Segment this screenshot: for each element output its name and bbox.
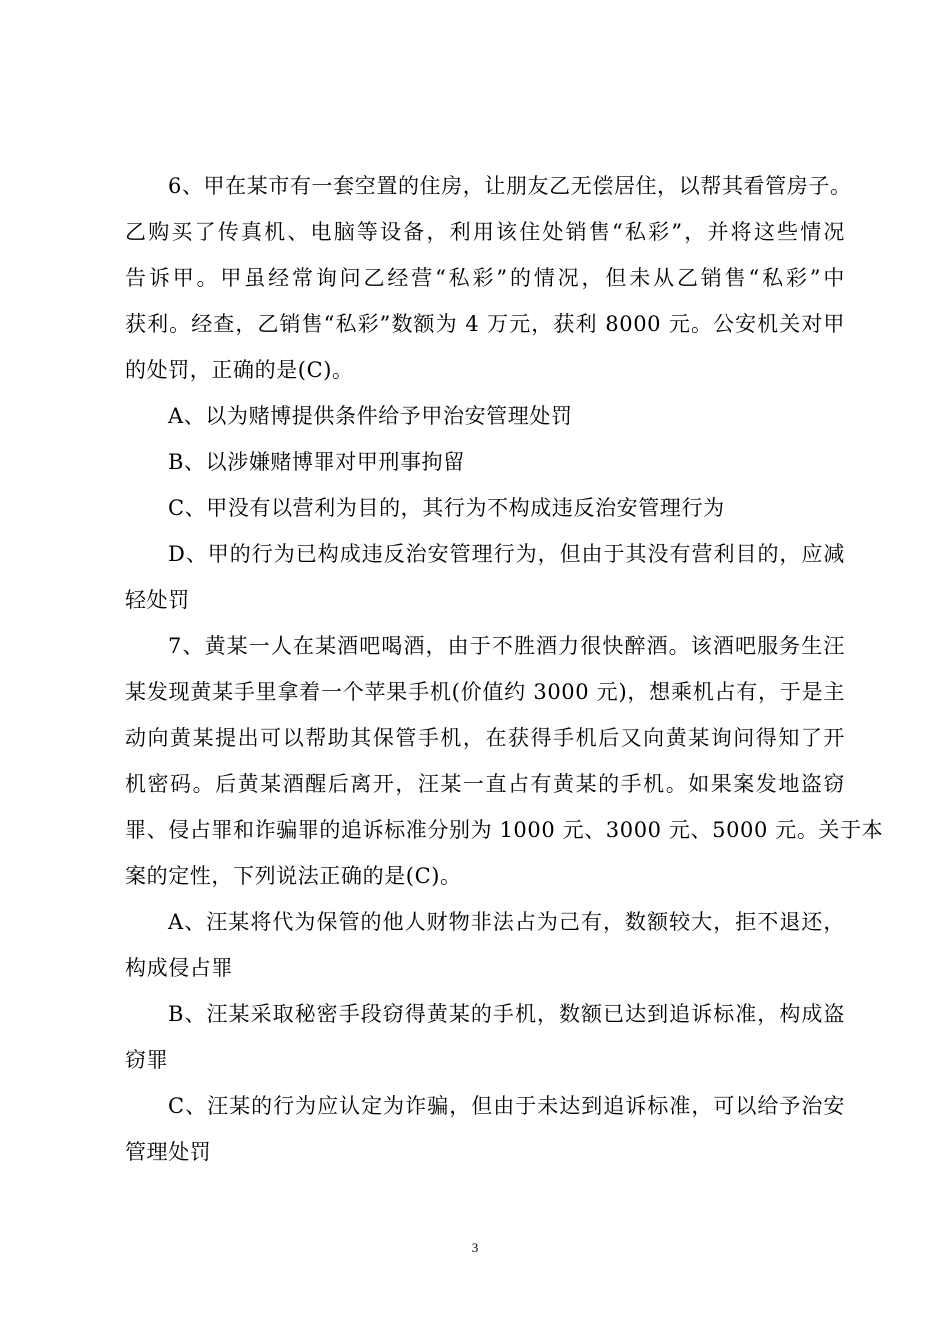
question-7-stem-line-6: 案的定性，下列说法正确的是(C)。: [125, 864, 462, 888]
question-6-option-b: B、以涉嫌赌博罪对甲刑事拘留: [168, 450, 465, 474]
question-7-option-c-line-1: C、汪某的行为应认定为诈骗，但由于未达到追诉标准，可以给予治安: [168, 1094, 845, 1118]
question-7-option-c-line-2: 管理处罚: [125, 1140, 212, 1164]
question-7-option-b-line-2: 窃罪: [125, 1048, 169, 1072]
question-6-option-c: C、甲没有以营利为目的，其行为不构成违反治安管理行为: [168, 496, 725, 520]
question-6-stem-line-2: 乙购买了传真机、电脑等设备，利用该住处销售“私彩”，并将这些情况: [125, 220, 845, 244]
question-6-stem-line-1: 6、甲在某市有一套空置的住房，让朋友乙无偿居住，以帮其看管房子。: [168, 174, 852, 198]
question-7-stem-line-2: 某发现黄某手里拿着一个苹果手机(价值约 3000 元)，想乘机占有，于是主: [125, 680, 845, 704]
question-6-stem-line-3: 告诉甲。甲虽经常询问乙经营“私彩”的情况，但未从乙销售“私彩”中: [125, 266, 845, 290]
question-6-option-a: A、以为赌博提供条件给予甲治安管理处罚: [168, 404, 573, 428]
question-6-stem-line-5: 的处罚，正确的是(C)。: [125, 358, 354, 382]
question-6-stem-line-4: 获利。经查，乙销售“私彩”数额为 4 万元，获利 8000 元。公安机关对甲: [125, 312, 845, 336]
page-number: 3: [471, 1240, 479, 1255]
question-7-option-a-line-1: A、汪某将代为保管的他人财物非法占为己有，数额较大，拒不退还，: [168, 910, 845, 934]
question-6-option-d-line-2: 轻处罚: [125, 588, 190, 612]
question-6-option-d-line-1: D、甲的行为已构成违反治安管理行为，但由于其没有营利目的，应减: [168, 542, 845, 566]
question-7-stem-line-1: 7、黄某一人在某酒吧喝酒，由于不胜酒力很快醉酒。该酒吧服务生汪: [168, 634, 845, 658]
question-7-stem-line-3: 动向黄某提出可以帮助其保管手机，在获得手机后又向黄某询问得知了开: [125, 726, 845, 750]
question-7-stem-line-4: 机密码。后黄某酒醒后离开，汪某一直占有黄某的手机。如果案发地盗窃: [125, 772, 845, 796]
question-7-option-a-line-2: 构成侵占罪: [125, 956, 233, 980]
question-7-option-b-line-1: B、汪某采取秘密手段窃得黄某的手机，数额已达到追诉标准，构成盗: [168, 1002, 845, 1026]
question-7-stem-line-5: 罪、侵占罪和诈骗罪的追诉标准分别为 1000 元、3000 元、5000 元。关于本: [125, 818, 884, 842]
